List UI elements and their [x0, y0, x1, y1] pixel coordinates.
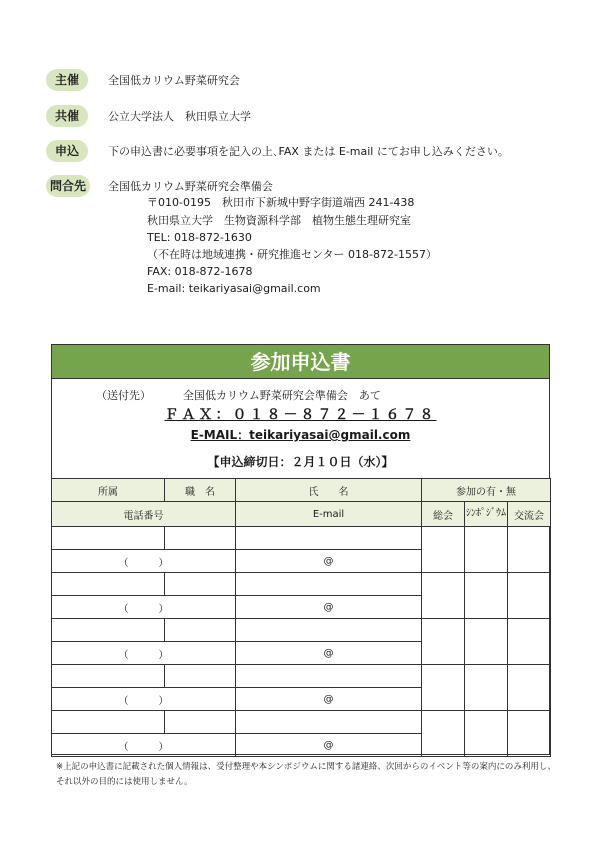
- fax-number: ＦＡＸ：０１８－８７２－１６７８: [164, 407, 437, 423]
- send-to-label: （送付先）: [96, 389, 151, 402]
- email-cell[interactable]: @: [236, 550, 422, 573]
- header-general: 総会: [422, 502, 465, 527]
- email-cell[interactable]: @: [236, 688, 422, 711]
- phone-cell[interactable]: （ ）: [52, 550, 236, 573]
- name-cell[interactable]: [236, 711, 422, 734]
- contact-alt-tel: （不在時は地域連携・研究推進センター 018-872-1557）: [147, 248, 437, 261]
- position-cell[interactable]: [165, 527, 236, 550]
- general-cell[interactable]: [422, 665, 465, 711]
- phone-cell[interactable]: （ ）: [52, 734, 236, 757]
- header-email: E-mail: [236, 502, 422, 527]
- general-cell[interactable]: [422, 573, 465, 619]
- header-name: 氏 名: [236, 479, 422, 502]
- symposium-cell[interactable]: [465, 573, 508, 619]
- contact-org: 全国低カリウム野菜研究会準備会: [108, 180, 273, 193]
- phone-cell[interactable]: （ ）: [52, 642, 236, 665]
- position-cell[interactable]: [165, 619, 236, 642]
- registration-table: [51, 478, 551, 757]
- deadline: 【申込締切日：２月１０日（水）】: [207, 455, 394, 469]
- general-cell[interactable]: [422, 711, 465, 757]
- apply-value: 下の申込書に必要事項を記入の上､FAX または E-mail にてお申し込みください。: [108, 145, 509, 158]
- general-cell[interactable]: [422, 619, 465, 665]
- exchange-cell[interactable]: [508, 711, 551, 757]
- organizer-value: 全国低カリウム野菜研究会: [108, 74, 240, 87]
- affiliation-cell[interactable]: [52, 665, 165, 688]
- send-to-value: 全国低カリウム野菜研究会準備会 あて: [183, 389, 381, 402]
- symposium-cell[interactable]: [465, 665, 508, 711]
- exchange-cell[interactable]: [508, 573, 551, 619]
- contact-email: E-mail: teikariyasai@gmail.com: [147, 282, 321, 295]
- email-address: E-MAIL：teikariyasai@gmail.com: [190, 428, 411, 442]
- position-cell[interactable]: [165, 665, 236, 688]
- name-cell[interactable]: [236, 619, 422, 642]
- contact-label: 問合先: [46, 175, 90, 197]
- form-email: [52, 426, 549, 443]
- contact-lab: 秋田県立大学 生物資源科学部 植物生態生理研究室: [147, 214, 411, 227]
- email-cell[interactable]: @: [236, 642, 422, 665]
- header-symposium: ｼﾝﾎﾟｼﾞｳﾑ: [465, 502, 508, 527]
- phone-cell[interactable]: （ ）: [52, 688, 236, 711]
- exchange-cell[interactable]: [508, 619, 551, 665]
- name-cell[interactable]: [236, 665, 422, 688]
- email-cell[interactable]: @: [236, 596, 422, 619]
- contact-address: 〒010-0195 秋田市下新城中野字街道端西 241-438: [147, 196, 415, 209]
- header-phone: 電話番号: [52, 502, 236, 527]
- name-cell[interactable]: [236, 573, 422, 596]
- application-form: [51, 344, 550, 755]
- form-title: 参加申込書: [52, 345, 549, 379]
- privacy-note: ※上記の申込書に記載された個人情報は、受付整理や本シンポジウムに関する諸連絡、次回からのイベント等の案内にのみ利用し、それ以外の目的には使用しません。: [56, 762, 556, 787]
- contact-fax: FAX: 018-872-1678: [147, 265, 253, 278]
- affiliation-cell[interactable]: [52, 619, 165, 642]
- apply-label: 申込: [46, 140, 88, 162]
- general-cell[interactable]: [422, 527, 465, 573]
- name-cell[interactable]: [236, 527, 422, 550]
- cosponsor-value: 公立大学法人 秋田県立大学: [108, 110, 251, 123]
- cosponsor-label: 共催: [46, 105, 88, 127]
- header-exchange: 交流会: [508, 502, 551, 527]
- form-fax: [52, 404, 549, 424]
- email-cell[interactable]: @: [236, 734, 422, 757]
- header-attendance: 参加の有・無: [422, 479, 551, 502]
- symposium-cell[interactable]: [465, 619, 508, 665]
- organizer-label: 主催: [46, 69, 88, 91]
- position-cell[interactable]: [165, 711, 236, 734]
- header-affiliation: 所属: [52, 479, 165, 502]
- header-position: 職 名: [165, 479, 236, 502]
- position-cell[interactable]: [165, 573, 236, 596]
- affiliation-cell[interactable]: [52, 573, 165, 596]
- phone-cell[interactable]: （ ）: [52, 596, 236, 619]
- exchange-cell[interactable]: [508, 527, 551, 573]
- contact-tel: TEL: 018-872-1630: [147, 231, 252, 244]
- affiliation-cell[interactable]: [52, 527, 165, 550]
- exchange-cell[interactable]: [508, 665, 551, 711]
- symposium-cell[interactable]: [465, 527, 508, 573]
- symposium-cell[interactable]: [465, 711, 508, 757]
- affiliation-cell[interactable]: [52, 711, 165, 734]
